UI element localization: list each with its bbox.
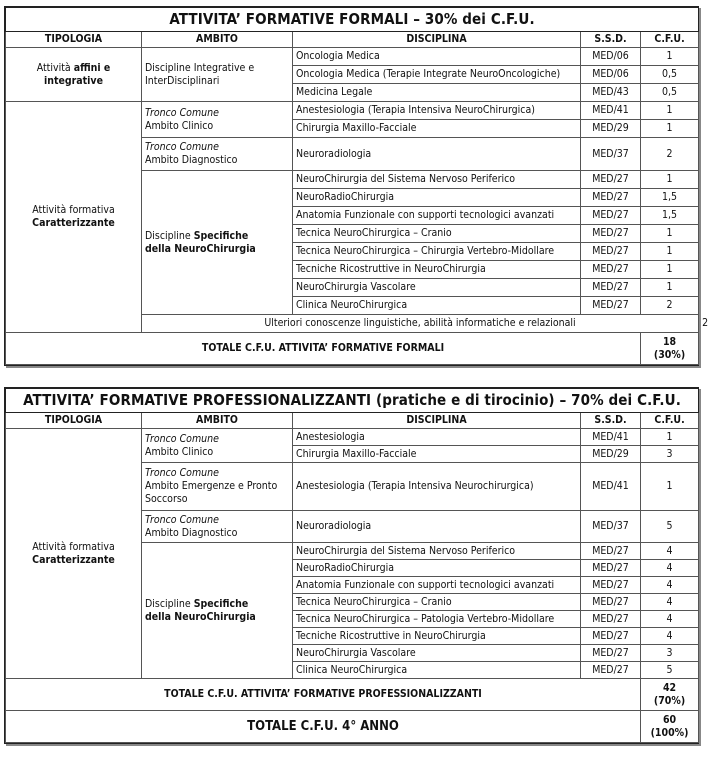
table-cell-ssd: MED/27 [581,560,641,577]
table-cell-disciplina: Neuroradiologia [293,511,581,543]
table-cell-ssd: MED/37 [581,511,641,543]
table-cell-cfu: 5 [641,511,699,543]
table-cell-cfu: 4 [641,560,699,577]
table-cell-cfu: 3 [641,446,699,463]
table-cell-cfu: 2 [641,297,699,315]
table-cell-ssd: MED/27 [581,171,641,189]
table-cell-disciplina: NeuroRadioChirurgia [293,560,581,577]
table-cell-ssd: MED/27 [581,594,641,611]
table-cell-disciplina: Tecniche Ricostruttive in NeuroChirurgia [293,628,581,645]
totale-professionalizzanti-value: 42 (70%) [641,679,699,711]
table-cell-disciplina: NeuroChirurgia Vascolare [293,645,581,662]
ambito-emergenze: Tronco Comune Ambito Emergenze e Pronto Soccorso [142,463,293,511]
table-cell-cfu: 1 [641,243,699,261]
table-cell-cfu: 1 [641,279,699,297]
table-cell-cfu: 4 [641,543,699,560]
header-ssd: S.S.D. [581,413,641,429]
table-cell-disciplina: NeuroChirurgia Vascolare [293,279,581,297]
table-cell-cfu: 2 [641,138,699,171]
ambito-specifiche: Discipline Specifiche della NeuroChirurgia [142,543,293,679]
table-cell-ssd: MED/27 [581,628,641,645]
table-cell-disciplina: Chirurgia Maxillo-Facciale [293,446,581,463]
table-cell-ssd: MED/41 [581,463,641,511]
table-cell-cfu: 5 [641,662,699,679]
table-cell-disciplina: Anestesiologia (Terapia Intensiva Neurochirurgica) [293,463,581,511]
table-cell-cfu: 4 [641,628,699,645]
tipologia-affini: Attività affini e integrative [6,48,142,102]
ambito-diagnostico: Tronco Comune Ambito Diagnostico [142,511,293,543]
table-cell-disciplina: Anatomia Funzionale con supporti tecnologici avanzati [293,577,581,594]
table-cell-ssd: MED/37 [581,138,641,171]
table-cell-cfu: 1 [641,225,699,243]
table-professionalizzanti [4,387,699,744]
table-cell-disciplina: NeuroChirurgia del Sistema Nervoso Periferico [293,543,581,560]
ambito-integrative: Discipline Integrative e InterDisciplinari [142,48,293,102]
table-cell-cfu: 1 [641,463,699,511]
header-disciplina: DISCIPLINA [293,413,581,429]
table-cell-disciplina: NeuroChirurgia del Sistema Nervoso Periferico [293,171,581,189]
ambito-clinico: Tronco Comune Ambito Clinico [142,102,293,138]
table-cell-disciplina: Tecnica NeuroChirurgica – Cranio [293,594,581,611]
header-cfu: C.F.U. [641,413,699,429]
table-cell-ssd: MED/29 [581,446,641,463]
table-cell-disciplina: Tecniche Ricostruttive in NeuroChirurgia [293,261,581,279]
table-cell-ssd: MED/27 [581,189,641,207]
ulteriori-conoscenze: Ulteriori conoscenze linguistiche, abilità informatiche e relazionali [142,315,699,333]
table-cell-disciplina: Clinica NeuroChirurgica [293,297,581,315]
table-cell-ssd: MED/27 [581,662,641,679]
header-ambito: AMBITO [142,32,293,48]
tipologia-caratterizzante: Attività formativa Caratterizzante [6,429,142,679]
ambito-specifiche: Discipline Specifiche della NeuroChirurgia [142,171,293,315]
table-cell-disciplina: Anestesiologia [293,429,581,446]
header-tipologia: TIPOLOGIA [6,413,142,429]
table-cell-ssd: MED/27 [581,225,641,243]
table-cell-disciplina: Oncologia Medica (Terapie Integrate NeuroOncologiche) [293,66,581,84]
table-cell-disciplina: Tecnica NeuroChirurgica – Cranio [293,225,581,243]
table-cell-cfu: 0,5 [641,66,699,84]
totale-formali-value: 18 (30%) [641,333,699,365]
table-cell-cfu: 4 [641,594,699,611]
table-cell-cfu: 1 [641,102,699,120]
table-cell-ssd: MED/27 [581,279,641,297]
table-cell-cfu: 4 [641,577,699,594]
header-disciplina: DISCIPLINA [293,32,581,48]
table-title: ATTIVITA’ FORMATIVE FORMALI – 30% dei C.F.U. [6,8,699,32]
table-cell-cfu: 1,5 [641,207,699,225]
totale-anno-label: TOTALE C.F.U. 4° ANNO [6,711,641,743]
table-cell-ssd: MED/27 [581,243,641,261]
table-cell-disciplina: Anatomia Funzionale con supporti tecnologici avanzati [293,207,581,225]
table-cell-ssd: MED/27 [581,543,641,560]
tipologia-caratterizzante: Attività formativa Caratterizzante [6,102,142,333]
table-cell-ssd: MED/27 [581,261,641,279]
header-cfu: C.F.U. [641,32,699,48]
totale-formali-label: TOTALE C.F.U. ATTIVITA’ FORMATIVE FORMALI [6,333,641,365]
totale-professionalizzanti-label: TOTALE C.F.U. ATTIVITA’ FORMATIVE PROFESSIONALIZZANTI [6,679,641,711]
ambito-clinico: Tronco Comune Ambito Clinico [142,429,293,463]
table-cell-cfu: 1 [641,48,699,66]
table-cell-ssd: MED/27 [581,577,641,594]
table-cell-cfu: 3 [641,645,699,662]
table-cell-cfu: 1 [641,429,699,446]
table-cell-ssd: MED/43 [581,84,641,102]
table-cell-disciplina: Tecnica NeuroChirurgica – Patologia Vertebro-Midollare [293,611,581,628]
table-cell-ssd: MED/41 [581,429,641,446]
table-cell-disciplina: Tecnica NeuroChirurgica – Chirurgia Vertebro-Midollare [293,243,581,261]
table-cell-cfu: 1 [641,261,699,279]
table-cell-ssd: MED/27 [581,207,641,225]
table-cell-disciplina: Anestesiologia (Terapia Intensiva NeuroChirurgica) [293,102,581,120]
table-cell-disciplina: Oncologia Medica [293,48,581,66]
table-cell-disciplina: Neuroradiologia [293,138,581,171]
table-cell-ssd: MED/41 [581,102,641,120]
table-cell-cfu: 1 [641,171,699,189]
table-cell-ssd: MED/27 [581,297,641,315]
table-cell-ssd: MED/29 [581,120,641,138]
ambito-diagnostico: Tronco Comune Ambito Diagnostico [142,138,293,171]
table-cell-cfu: 0,5 [641,84,699,102]
header-ambito: AMBITO [142,413,293,429]
header-tipologia: TIPOLOGIA [6,32,142,48]
table-cell-ssd: MED/27 [581,611,641,628]
header-ssd: S.S.D. [581,32,641,48]
table-cell-disciplina: Clinica NeuroChirurgica [293,662,581,679]
totale-anno-value: 60 (100%) [641,711,699,743]
table-formali: ATTIVITA’ FORMATIVE FORMALI – 30% dei C.F.U. TIPOLOGIA AMBITO DISCIPLINA S.S.D. C.F.U. Attività affini e integrative Discipline Integrative e InterDisciplinari Oncologia Medica MED/06 1 Oncologia Medica (Terapie Integrate NeuroOncologiche) MED/06 0,5 Medicina Legale MED/43 0,5 Attività formativa Caratterizzante Tronco Comune Ambito Clinico Anestesiologia (Terapia Intensiva NeuroChirurgica) MED/41 1 Chirurgia Maxillo-Facciale MED/29 1 Tronco Comune Ambito Diagnostico Neuroradiologia MED/37 2 Discipline Specifiche della NeuroChirurgia NeuroChirurgia del Sistema Nervoso Periferico MED/27 1 NeuroRadioChirurgia MED/27 1,5 Anatomia Funzionale con supporti tecnologici avanzati MED/27 1,5 Tecnica NeuroChirurgica – Cranio MED/27 1 Tecnica NeuroChirurgica – Chirurgia Vertebro-Midollare MED/27 1 Tecniche Ricostruttive in NeuroChirurgia MED/27 1 NeuroChirurgia Vascolare MED/27 1 Clinica NeuroChirurgica MED/27 2 Ulteriori conoscenze linguistiche, abilità informatiche e relazionali 2 TOTALE C.F.U. ATTIVITA’ FORMATIVE FORMALI 18 (30%) [4,6,699,366]
table-cell-cfu: 1,5 [641,189,699,207]
table-cell-ssd: MED/27 [581,645,641,662]
table-title: ATTIVITA’ FORMATIVE PROFESSIONALIZZANTI (pratiche e di tirocinio) – 70% dei C.F.U. [6,389,699,413]
table-cell-disciplina: Medicina Legale [293,84,581,102]
table-cell-disciplina: NeuroRadioChirurgia [293,189,581,207]
table-cell-disciplina: Chirurgia Maxillo-Facciale [293,120,581,138]
table-cell-cfu: 4 [641,611,699,628]
table-cell-ssd: MED/06 [581,48,641,66]
table-cell-ssd: MED/06 [581,66,641,84]
table-cell-cfu: 1 [641,120,699,138]
